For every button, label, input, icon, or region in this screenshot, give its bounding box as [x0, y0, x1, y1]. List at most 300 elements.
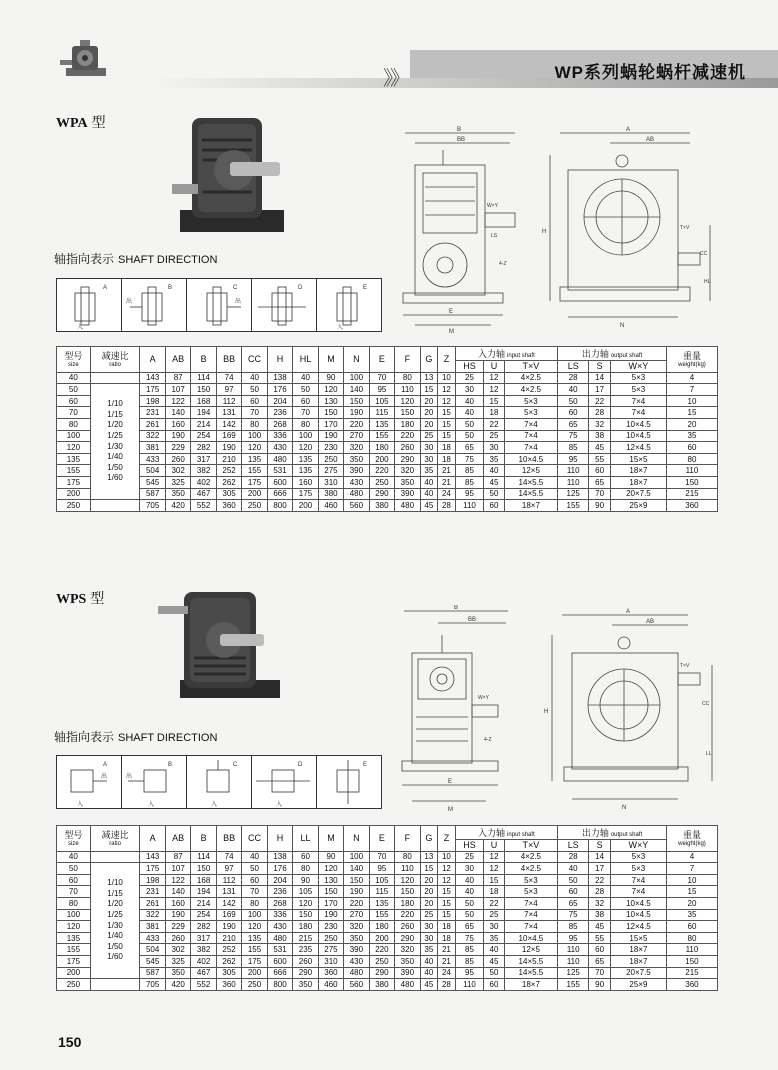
cell-size: 60 [57, 395, 91, 407]
table-cell: 97 [216, 863, 241, 875]
table-cell: 10×4.5 [610, 909, 666, 921]
table-cell: 70 [242, 886, 267, 898]
cell-ratio-blank [90, 851, 140, 863]
cell-size: 40 [57, 851, 91, 863]
table-cell: 170 [318, 418, 343, 430]
table-row [57, 944, 718, 956]
table-cell: 220 [395, 430, 420, 442]
table-cell: 25 [420, 909, 438, 921]
table-cell: 175 [293, 488, 318, 500]
table-cell: 190 [318, 430, 343, 442]
cell-size: 155 [57, 944, 91, 956]
table-cell: 230 [318, 921, 343, 933]
table-cell: 180 [395, 897, 420, 909]
table-cell: 28 [438, 500, 456, 512]
cell-ratio-blank [90, 500, 140, 512]
table-cell: 190 [216, 921, 241, 933]
table-cell: 4×2.5 [504, 863, 557, 875]
table-cell: 70 [589, 967, 611, 979]
col-header-ratio: 减速比 ratio [90, 826, 140, 852]
table-cell: 70 [369, 372, 394, 384]
table-cell: 168 [191, 395, 216, 407]
table-cell: 95 [558, 932, 589, 944]
table-cell: 65 [455, 442, 484, 454]
col-header-dim: G [420, 347, 438, 373]
table-cell: 150 [318, 886, 343, 898]
table-cell: 90 [589, 979, 611, 991]
table-cell: 87 [165, 851, 190, 863]
wpa-front-view-drawing [540, 125, 720, 340]
svg-text:B: B [457, 127, 462, 133]
svg-text:LL: LL [706, 751, 712, 757]
table-cell: 131 [216, 407, 241, 419]
svg-text:E: E [363, 285, 368, 291]
table-cell: 21 [438, 465, 456, 477]
table-row [57, 418, 718, 430]
table-cell: 135 [293, 453, 318, 465]
col-header-ratio: 减速比 ratio [90, 347, 140, 373]
table-cell: 150 [395, 407, 420, 419]
table-cell: 262 [216, 955, 241, 967]
table-cell: 18×7 [504, 500, 557, 512]
table-row [57, 488, 718, 500]
table-cell: 112 [216, 395, 241, 407]
table-row [57, 372, 718, 384]
svg-text:T×V: T×V [680, 663, 690, 669]
table-cell: 430 [344, 955, 369, 967]
table-cell: 204 [267, 874, 292, 886]
table-cell: 20×7.5 [610, 488, 666, 500]
table-cell: 15 [666, 407, 717, 419]
table-cell: 250 [369, 955, 394, 967]
table-cell: 143 [140, 851, 165, 863]
table-cell: 305 [216, 967, 241, 979]
table-cell: 261 [140, 897, 165, 909]
table-cell: 30 [484, 921, 505, 933]
table-cell: 7×4 [610, 886, 666, 898]
table-cell: 130 [318, 395, 343, 407]
col-header-dim: H [267, 826, 292, 852]
table-cell: 480 [344, 488, 369, 500]
svg-text:B: B [168, 762, 173, 768]
col-header-dim: AB [165, 826, 190, 852]
svg-text:M: M [448, 807, 453, 813]
col-header-weight: 重量 weight(kg) [666, 826, 717, 852]
table-cell: 194 [191, 886, 216, 898]
table-cell: 100 [344, 851, 369, 863]
table-cell: 120 [242, 921, 267, 933]
table-cell: 60 [242, 874, 267, 886]
table-cell: 290 [293, 967, 318, 979]
table-cell: 142 [216, 418, 241, 430]
svg-text:入: 入 [211, 802, 218, 808]
table-cell: 50 [558, 395, 589, 407]
table-cell: 122 [165, 874, 190, 886]
table-cell: 110 [455, 500, 484, 512]
col-header-dim: BB [216, 347, 241, 373]
table-cell: 100 [242, 430, 267, 442]
table-cell: 45 [484, 955, 505, 967]
cell-size: 50 [57, 863, 91, 875]
table-cell: 7 [666, 863, 717, 875]
table-cell: 390 [344, 944, 369, 956]
table-cell: 180 [293, 921, 318, 933]
table-row [57, 384, 718, 396]
table-cell: 14 [589, 851, 611, 863]
table-cell: 282 [191, 921, 216, 933]
table-cell: 15 [420, 384, 438, 396]
col-header-input-sub: U [484, 361, 505, 373]
table-cell: 560 [344, 979, 369, 991]
table-cell: 600 [267, 955, 292, 967]
svg-text:E: E [363, 762, 368, 768]
table-cell: 350 [165, 967, 190, 979]
table-cell: 12 [484, 384, 505, 396]
table-cell: 270 [344, 909, 369, 921]
svg-text:BB: BB [457, 137, 466, 143]
table-cell: 666 [267, 967, 292, 979]
table-cell: 30 [420, 921, 438, 933]
table-cell: 150 [318, 407, 343, 419]
table-cell: 75 [455, 453, 484, 465]
table-cell: 28 [589, 407, 611, 419]
table-cell: 85 [558, 442, 589, 454]
table-row [57, 851, 718, 863]
table-cell: 360 [666, 500, 717, 512]
table-cell: 7×4 [504, 442, 557, 454]
table-row [57, 407, 718, 419]
col-header-dim: A [140, 347, 165, 373]
wpa-spec-table [56, 346, 718, 512]
table-cell: 60 [242, 395, 267, 407]
table-cell: 15 [666, 886, 717, 898]
table-cell: 5×3 [504, 874, 557, 886]
table-cell: 120 [395, 395, 420, 407]
table-cell: 30 [420, 453, 438, 465]
col-header-output-sub: LS [558, 361, 589, 373]
table-cell: 430 [267, 921, 292, 933]
table-cell: 587 [140, 967, 165, 979]
col-header-input-shaft: 入力轴 input shaft [455, 347, 557, 361]
table-cell: 10 [438, 372, 456, 384]
svg-text:入: 入 [148, 802, 155, 808]
table-cell: 12×5 [504, 944, 557, 956]
table-cell: 95 [369, 863, 394, 875]
table-cell: 10×4.5 [610, 897, 666, 909]
table-cell: 150 [395, 886, 420, 898]
table-cell: 320 [344, 921, 369, 933]
table-cell: 80 [666, 453, 717, 465]
table-cell: 18×7 [610, 955, 666, 967]
svg-text:C: C [233, 285, 238, 291]
table-cell: 22 [484, 897, 505, 909]
table-cell: 12 [438, 395, 456, 407]
table-cell: 433 [140, 453, 165, 465]
table-cell: 35 [420, 944, 438, 956]
wpa-side-view-drawing [395, 125, 530, 340]
table-cell: 260 [395, 921, 420, 933]
table-cell: 250 [369, 476, 394, 488]
table-cell: 40 [484, 465, 505, 477]
col-header-output-shaft: 出力轴 output shaft [558, 347, 667, 361]
table-cell: 120 [395, 874, 420, 886]
col-header-input-sub: HS [455, 361, 484, 373]
table-cell: 350 [165, 488, 190, 500]
table-cell: 15 [484, 395, 505, 407]
table-cell: 30 [484, 442, 505, 454]
table-cell: 7×4 [504, 430, 557, 442]
table-cell: 317 [191, 932, 216, 944]
table-cell: 430 [267, 442, 292, 454]
table-cell: 110 [455, 979, 484, 991]
table-cell: 85 [455, 476, 484, 488]
col-header-dim: E [369, 347, 394, 373]
table-cell: 140 [344, 384, 369, 396]
table-cell: 198 [140, 395, 165, 407]
table-cell: 194 [191, 407, 216, 419]
table-cell: 302 [165, 944, 190, 956]
table-cell: 110 [558, 476, 589, 488]
table-cell: 20 [666, 897, 717, 909]
svg-text:C: C [233, 762, 238, 768]
table-cell: 160 [165, 897, 190, 909]
table-cell: 115 [369, 407, 394, 419]
table-cell: 7×4 [504, 897, 557, 909]
col-header-input-sub: T×V [504, 361, 557, 373]
table-cell: 22 [589, 874, 611, 886]
table-cell: 114 [191, 372, 216, 384]
table-cell: 460 [318, 500, 343, 512]
col-header-dim: E [369, 826, 394, 852]
table-cell: 229 [165, 442, 190, 454]
ratio-value: 1/20 [107, 420, 123, 430]
wps-spec-table [56, 825, 718, 991]
table-cell: 40 [242, 851, 267, 863]
table-cell: 390 [395, 967, 420, 979]
table-cell: 135 [242, 453, 267, 465]
table-cell: 800 [267, 979, 292, 991]
table-cell: 130 [318, 874, 343, 886]
table-cell: 18×7 [610, 465, 666, 477]
table-cell: 4×2.5 [504, 384, 557, 396]
table-cell: 80 [293, 863, 318, 875]
table-cell: 22 [589, 395, 611, 407]
table-cell: 60 [589, 465, 611, 477]
table-cell: 25 [420, 430, 438, 442]
table-cell: 65 [589, 955, 611, 967]
table-cell: 50 [455, 897, 484, 909]
table-row [57, 395, 718, 407]
table-cell: 200 [369, 453, 394, 465]
table-cell: 169 [216, 909, 241, 921]
table-cell: 168 [191, 874, 216, 886]
table-cell: 433 [140, 932, 165, 944]
table-cell: 320 [395, 465, 420, 477]
table-cell: 85 [455, 955, 484, 967]
table-cell: 21 [438, 476, 456, 488]
table-cell: 14×5.5 [504, 967, 557, 979]
table-cell: 80 [666, 932, 717, 944]
table-cell: 320 [344, 442, 369, 454]
table-cell: 5×3 [610, 384, 666, 396]
svg-text:出: 出 [126, 774, 133, 780]
table-cell: 175 [140, 863, 165, 875]
col-header-dim: Z [438, 347, 456, 373]
table-cell: 18 [438, 453, 456, 465]
chevron-icon: 》》 [383, 68, 407, 90]
table-cell: 275 [318, 465, 343, 477]
table-cell: 7 [666, 384, 717, 396]
table-cell: 480 [267, 932, 292, 944]
table-row [57, 967, 718, 979]
svg-text:出: 出 [126, 299, 133, 305]
svg-text:LS: LS [491, 233, 498, 239]
table-cell: 24 [438, 967, 456, 979]
table-cell: 430 [344, 476, 369, 488]
table-cell: 35 [484, 932, 505, 944]
table-cell: 12×4.5 [610, 442, 666, 454]
table-cell: 231 [140, 407, 165, 419]
svg-text:W×Y: W×Y [487, 203, 498, 209]
cell-size: 135 [57, 453, 91, 465]
cell-ratio-list [90, 384, 140, 500]
table-cell: 18×7 [504, 979, 557, 991]
table-row [57, 909, 718, 921]
table-cell: 142 [216, 897, 241, 909]
table-cell: 175 [242, 955, 267, 967]
col-header-input-sub: U [484, 840, 505, 852]
table-cell: 60 [293, 851, 318, 863]
table-cell: 120 [293, 442, 318, 454]
table-row [57, 453, 718, 465]
table-cell: 24 [438, 488, 456, 500]
svg-text:入: 入 [337, 325, 344, 331]
table-cell: 107 [165, 384, 190, 396]
table-cell: 261 [140, 418, 165, 430]
table-cell: 420 [165, 979, 190, 991]
table-cell: 250 [242, 500, 267, 512]
table-cell: 60 [666, 442, 717, 454]
table-cell: 317 [191, 453, 216, 465]
shaft-diagram-e [317, 279, 381, 331]
table-cell: 40 [420, 476, 438, 488]
table-cell: 50 [455, 418, 484, 430]
table-cell: 350 [395, 955, 420, 967]
table-cell: 50 [242, 863, 267, 875]
table-cell: 35 [666, 430, 717, 442]
table-cell: 176 [267, 384, 292, 396]
svg-text:出: 出 [235, 299, 242, 305]
table-cell: 531 [267, 465, 292, 477]
table-cell: 17 [589, 863, 611, 875]
table-cell: 360 [216, 979, 241, 991]
table-cell: 60 [666, 921, 717, 933]
shaft-diagram-b [122, 756, 187, 808]
table-cell: 40 [420, 955, 438, 967]
table-cell: 7×4 [610, 407, 666, 419]
table-cell: 40 [420, 967, 438, 979]
table-cell: 15 [484, 874, 505, 886]
svg-text:E: E [448, 779, 453, 785]
table-cell: 95 [455, 967, 484, 979]
table-cell: 35 [666, 909, 717, 921]
table-cell: 20 [420, 395, 438, 407]
table-cell: 155 [242, 944, 267, 956]
table-cell: 25 [484, 430, 505, 442]
table-cell: 110 [558, 465, 589, 477]
table-cell: 85 [455, 944, 484, 956]
table-cell: 12 [484, 851, 505, 863]
table-cell: 110 [666, 944, 717, 956]
table-cell: 552 [191, 500, 216, 512]
table-cell: 15 [420, 863, 438, 875]
table-cell: 220 [344, 418, 369, 430]
table-cell: 480 [395, 979, 420, 991]
table-cell: 138 [267, 372, 292, 384]
table-cell: 290 [369, 967, 394, 979]
cell-size: 50 [57, 384, 91, 396]
table-row [57, 886, 718, 898]
svg-text:H: H [542, 229, 547, 235]
table-cell: 480 [267, 453, 292, 465]
col-header-input-shaft: 入力轴 input shaft [455, 826, 557, 840]
table-cell: 140 [165, 407, 190, 419]
table-cell: 204 [267, 395, 292, 407]
ratio-value: 1/25 [107, 910, 123, 920]
table-cell: 322 [140, 909, 165, 921]
cell-size: 175 [57, 476, 91, 488]
table-cell: 10×4.5 [504, 932, 557, 944]
svg-text:W×Y: W×Y [478, 695, 489, 701]
table-cell: 60 [484, 979, 505, 991]
table-cell: 95 [369, 384, 394, 396]
table-cell: 587 [140, 488, 165, 500]
table-cell: 15 [438, 407, 456, 419]
ratio-value: 1/10 [107, 399, 123, 409]
table-cell: 90 [318, 372, 343, 384]
table-cell: 230 [318, 442, 343, 454]
table-cell: 20 [420, 407, 438, 419]
table-cell: 65 [558, 897, 589, 909]
table-cell: 336 [267, 430, 292, 442]
table-cell: 290 [369, 488, 394, 500]
table-cell: 7×4 [610, 874, 666, 886]
table-cell: 40 [455, 874, 484, 886]
table-cell: 10 [666, 874, 717, 886]
table-cell: 175 [140, 384, 165, 396]
shaft-diagram-d [252, 756, 317, 808]
table-cell: 10 [666, 395, 717, 407]
wps-front-view-drawing [542, 605, 722, 820]
cell-size: 250 [57, 500, 91, 512]
col-header-dim: H [267, 347, 292, 373]
table-cell: 100 [242, 909, 267, 921]
table-cell: 30 [455, 863, 484, 875]
table-cell: 236 [267, 886, 292, 898]
svg-text:出: 出 [101, 774, 108, 780]
table-cell: 7×4 [610, 395, 666, 407]
table-cell: 138 [267, 851, 292, 863]
svg-text:M: M [449, 329, 454, 335]
table-cell: 95 [558, 453, 589, 465]
table-cell: 504 [140, 465, 165, 477]
table-cell: 380 [318, 488, 343, 500]
table-cell: 45 [589, 921, 611, 933]
table-cell: 18 [438, 932, 456, 944]
table-cell: 90 [589, 500, 611, 512]
table-cell: 382 [191, 944, 216, 956]
table-cell: 250 [242, 979, 267, 991]
